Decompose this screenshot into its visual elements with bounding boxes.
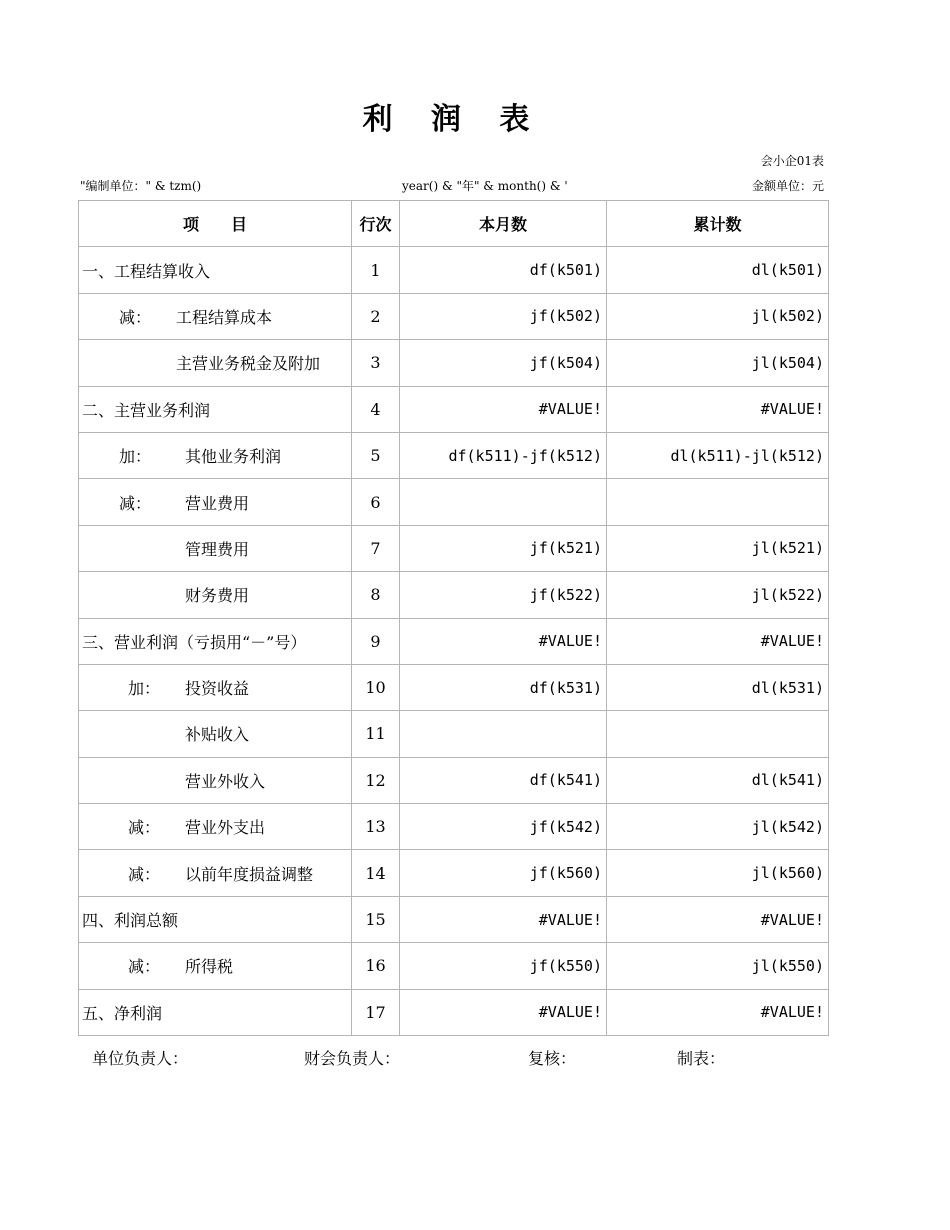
current-month-value: jf(k522) xyxy=(400,572,607,618)
row-number: 12 xyxy=(352,757,400,803)
row-label xyxy=(79,340,352,386)
row-number: 7 xyxy=(352,525,400,571)
column-header-cumulative: 累计数 xyxy=(607,201,829,247)
current-month-value: df(k511)-jf(k512) xyxy=(400,432,607,478)
cumulative-value: #VALUE! xyxy=(607,618,829,664)
table-row xyxy=(79,340,829,386)
cumulative-value: jl(k521) xyxy=(607,525,829,571)
row-label-text: 一、工程结算收入 xyxy=(82,261,211,281)
row-number: 4 xyxy=(352,386,400,432)
row-number: 17 xyxy=(352,989,400,1035)
currency-unit: 金额单位：元 xyxy=(751,179,824,193)
row-prefix: 加： xyxy=(128,679,161,699)
reviewer-signature-label: 复核： xyxy=(528,1049,577,1068)
finance-head-signature-label: 财会负责人： xyxy=(304,1049,401,1068)
reporting-unit: "编制单位：" & tzm() xyxy=(80,179,202,193)
row-number: 6 xyxy=(352,479,400,525)
row-number: 16 xyxy=(352,943,400,989)
row-label-text: 营业外支出 xyxy=(185,818,266,838)
form-code: 会小企01表 xyxy=(760,154,824,168)
row-number: 8 xyxy=(352,572,400,618)
row-label xyxy=(79,386,352,432)
income-statement-table xyxy=(78,200,829,1036)
current-month-value xyxy=(400,711,607,757)
current-month-value xyxy=(400,479,607,525)
table-row xyxy=(79,943,829,989)
row-label-text: 四、利润总额 xyxy=(82,911,179,931)
table-row xyxy=(79,479,829,525)
cumulative-value xyxy=(607,479,829,525)
row-label xyxy=(79,479,352,525)
cumulative-value: #VALUE! xyxy=(607,386,829,432)
row-number: 14 xyxy=(352,850,400,896)
current-month-value: df(k501) xyxy=(400,247,607,293)
row-label-text: 财务费用 xyxy=(185,586,250,606)
row-label-text: 其他业务利润 xyxy=(185,447,282,467)
table-row xyxy=(79,711,829,757)
column-header-item: 项 目 xyxy=(79,201,352,247)
row-label-text: 管理费用 xyxy=(185,539,250,559)
table-row xyxy=(79,757,829,803)
row-label xyxy=(79,804,352,850)
current-month-value: df(k541) xyxy=(400,757,607,803)
cumulative-value: jl(k550) xyxy=(607,943,829,989)
row-label-text: 二、主营业务利润 xyxy=(82,400,211,420)
current-month-value: jf(k550) xyxy=(400,943,607,989)
row-number: 15 xyxy=(352,896,400,942)
row-label-text: 以前年度损益调整 xyxy=(185,864,314,884)
row-label xyxy=(79,664,352,710)
cumulative-value: jl(k504) xyxy=(607,340,829,386)
table-row xyxy=(79,850,829,896)
preparer-signature-label: 制表： xyxy=(677,1049,726,1068)
row-prefix: 减： xyxy=(128,818,161,838)
row-number: 1 xyxy=(352,247,400,293)
cumulative-value: dl(k501) xyxy=(607,247,829,293)
table-row xyxy=(79,664,829,710)
row-label xyxy=(79,757,352,803)
cumulative-value: jl(k522) xyxy=(607,572,829,618)
current-month-value: jf(k560) xyxy=(400,850,607,896)
table-row xyxy=(79,432,829,478)
current-month-value: jf(k504) xyxy=(400,340,607,386)
row-label-text: 所得税 xyxy=(185,957,234,977)
table-row xyxy=(79,896,829,942)
row-label xyxy=(79,525,352,571)
row-number: 5 xyxy=(352,432,400,478)
cumulative-value: #VALUE! xyxy=(607,896,829,942)
row-prefix: 减： xyxy=(128,957,161,977)
row-label xyxy=(79,432,352,478)
row-prefix: 减： xyxy=(119,493,152,513)
row-label xyxy=(79,943,352,989)
table-row xyxy=(79,804,829,850)
cumulative-value: jl(k560) xyxy=(607,850,829,896)
cumulative-value: dl(k541) xyxy=(607,757,829,803)
cumulative-value: #VALUE! xyxy=(607,989,829,1035)
row-prefix: 加： xyxy=(119,447,152,467)
row-label xyxy=(79,618,352,664)
row-number: 9 xyxy=(352,618,400,664)
reporting-period: year() & "年" & month() & ' xyxy=(402,179,568,193)
row-label-text: 营业费用 xyxy=(185,493,250,513)
current-month-value: #VALUE! xyxy=(400,618,607,664)
current-month-value: jf(k521) xyxy=(400,525,607,571)
current-month-value: #VALUE! xyxy=(400,896,607,942)
row-label xyxy=(79,572,352,618)
row-prefix: 减： xyxy=(128,864,161,884)
row-number: 10 xyxy=(352,664,400,710)
row-number: 11 xyxy=(352,711,400,757)
row-label xyxy=(79,850,352,896)
row-label-text: 三、营业利润（亏损用“－”号） xyxy=(82,632,307,652)
table-header-row xyxy=(79,201,829,247)
cumulative-value: dl(k511)-jl(k512) xyxy=(607,432,829,478)
table-row xyxy=(79,247,829,293)
table-row xyxy=(79,386,829,432)
current-month-value: jf(k502) xyxy=(400,293,607,339)
page-title: 利 润 表 xyxy=(362,102,544,137)
row-label-text: 五、净利润 xyxy=(82,1003,163,1023)
row-label xyxy=(79,989,352,1035)
row-label-text: 补贴收入 xyxy=(185,725,250,745)
row-label xyxy=(79,247,352,293)
column-header-current-month: 本月数 xyxy=(400,201,607,247)
current-month-value: #VALUE! xyxy=(400,386,607,432)
current-month-value: jf(k542) xyxy=(400,804,607,850)
cumulative-value: jl(k542) xyxy=(607,804,829,850)
row-label-text: 营业外收入 xyxy=(185,771,266,791)
cumulative-value: dl(k531) xyxy=(607,664,829,710)
table-row xyxy=(79,525,829,571)
row-label xyxy=(79,896,352,942)
cumulative-value: jl(k502) xyxy=(607,293,829,339)
table-row xyxy=(79,572,829,618)
row-number: 13 xyxy=(352,804,400,850)
row-number: 2 xyxy=(352,293,400,339)
column-header-line-no: 行次 xyxy=(352,201,400,247)
row-prefix: 减： xyxy=(119,307,152,327)
current-month-value: df(k531) xyxy=(400,664,607,710)
row-label-text: 投资收益 xyxy=(185,679,250,699)
row-number: 3 xyxy=(352,340,400,386)
table-row xyxy=(79,989,829,1035)
table-row xyxy=(79,618,829,664)
row-label-text: 工程结算成本 xyxy=(176,307,273,327)
current-month-value: #VALUE! xyxy=(400,989,607,1035)
row-label-text: 主营业务税金及附加 xyxy=(176,354,321,374)
row-label xyxy=(79,293,352,339)
unit-head-signature-label: 单位负责人： xyxy=(92,1049,189,1068)
row-label xyxy=(79,711,352,757)
table-row xyxy=(79,293,829,339)
cumulative-value xyxy=(607,711,829,757)
